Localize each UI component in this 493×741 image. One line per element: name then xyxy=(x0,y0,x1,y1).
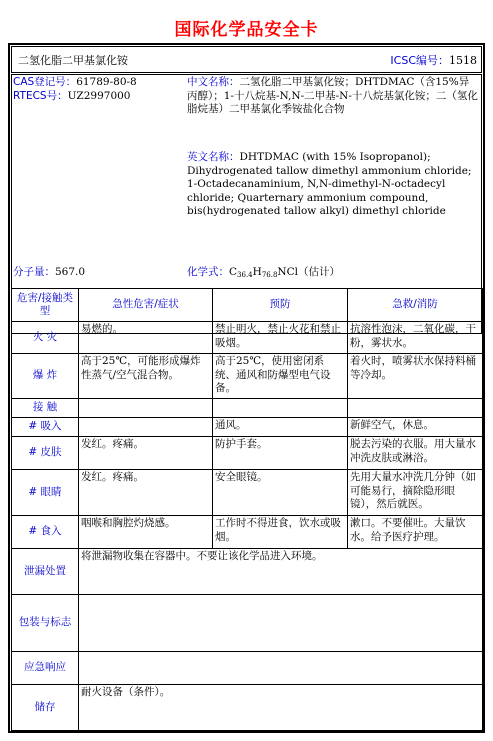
chemical-formula xyxy=(187,266,478,283)
formula-h: H xyxy=(252,266,262,278)
row-prevention xyxy=(213,399,348,418)
section-text: 耐火设备（条件）。 xyxy=(79,685,483,731)
hazard-table xyxy=(11,288,483,731)
row-type: 火 灾 xyxy=(12,322,79,354)
molecular-weight xyxy=(13,266,183,280)
icsc-value: 1518 xyxy=(449,54,477,67)
formula-h-sub: 76.8 xyxy=(261,271,278,279)
row-acute: 发红。疼痛。 xyxy=(79,470,213,516)
cas-value: 61789-80-8 xyxy=(76,76,137,88)
row-firstaid: 漱口。不要催吐。大量饮水。给予医疗护理。 xyxy=(348,516,483,549)
table-row xyxy=(12,354,483,399)
table-row xyxy=(12,470,483,516)
table-row xyxy=(12,418,483,437)
table-row xyxy=(12,516,483,549)
section-label: 应急响应 xyxy=(12,652,79,685)
row-type: # 吸入 xyxy=(12,418,79,437)
icsc-label: ICSC编号： xyxy=(390,54,449,67)
row-acute: 高于25℃，可能形成爆炸性蒸气/空气混合物。 xyxy=(79,354,213,399)
row-firstaid: 新鲜空气，休息。 xyxy=(348,418,483,437)
formula-label: 化学式： xyxy=(187,266,229,278)
row-prevention: 通风。 xyxy=(213,418,348,437)
formula-c: C xyxy=(229,266,238,278)
row-prevention: 防护手套。 xyxy=(213,437,348,470)
col-header-firstaid: 急救/消防 xyxy=(348,289,483,322)
row-acute xyxy=(79,399,213,418)
row-acute: 咽喉和胸腔灼烧感。 xyxy=(79,516,213,549)
col-header-type: 危害/接触类型 xyxy=(12,289,79,322)
row-prevention: 高于25℃，使用密闭系统、通风和防爆型电气设备。 xyxy=(213,354,348,399)
row-firstaid xyxy=(348,399,483,418)
rtecs-value: UZ2997000 xyxy=(67,89,131,102)
en-name-value: DHTDMAC (with 15% Isopropanol); Dihydrogenated tallow dimethyl ammonium chloride; 1-Octadecanaminium, N,N-dimethyl-N-octadecyl chloride; Quarternary ammonium compound, bis(hydrogenated tallow alkyl) dimethyl chloride xyxy=(187,151,472,217)
packaging-section xyxy=(12,595,483,652)
row-prevention: 工作时不得进食，饮水或吸烟。 xyxy=(213,516,348,549)
table-row xyxy=(12,322,483,354)
card-header xyxy=(11,46,482,73)
spill-section xyxy=(12,549,483,595)
row-acute: 发红。疼痛。 xyxy=(79,437,213,470)
mw-value: 567.0 xyxy=(55,266,86,278)
col-header-acute: 急性危害/症状 xyxy=(79,289,213,322)
icsc-number xyxy=(390,52,477,68)
section-text: 将泄漏物收集在容器中。不要让该化学品进入环境。 xyxy=(79,549,483,595)
formula-c-sub: 36.4 xyxy=(237,271,253,279)
row-firstaid: 脱去污染的衣服。用大量水冲洗皮肤或淋浴。 xyxy=(348,437,483,470)
row-type: 接 触 xyxy=(12,399,79,418)
cn-name-value: 二氢化脂二甲基氯化铵；DHTDMAC（含15%异丙醇）；1-十八烷基-N,N-二甲基-N-十八烷基氯化铵；二（氢化脂烷基）二甲基氯化季铵盐化合物 xyxy=(187,76,478,115)
cn-name-label: 中文名称： xyxy=(187,76,240,88)
row-firstaid: 先用大量水冲洗几分钟（如可能易行，摘除隐形眼镜），然后就医。 xyxy=(348,470,483,516)
row-acute xyxy=(79,418,213,437)
col-header-prevention: 预防 xyxy=(213,289,348,322)
row-prevention: 禁止明火，禁止火花和禁止吸烟。 xyxy=(213,322,348,354)
rtecs-label: RTECS号： xyxy=(13,89,68,102)
english-name-block xyxy=(187,151,478,219)
row-type: # 食入 xyxy=(12,516,79,549)
storage-section xyxy=(12,685,483,731)
table-row xyxy=(12,437,483,470)
row-type: # 眼睛 xyxy=(12,470,79,516)
section-text xyxy=(79,652,483,685)
row-prevention: 安全眼镜。 xyxy=(213,470,348,516)
table-header-row xyxy=(12,289,483,322)
row-firstaid: 着火时，喷雾状水保持料桶等冷却。 xyxy=(348,354,483,399)
en-name-label: 英文名称： xyxy=(187,151,240,163)
page-title: 国际化学品安全卡 xyxy=(174,20,319,40)
id-numbers xyxy=(13,76,183,103)
table-row xyxy=(12,399,483,418)
row-acute: 易燃的。 xyxy=(79,322,213,354)
safety-card xyxy=(8,43,485,733)
chemical-name: 二氢化脂二甲基氯化铵 xyxy=(18,54,128,67)
cas-label: CAS登记号： xyxy=(13,76,77,88)
formula-rest: NCl（估计） xyxy=(277,266,340,278)
section-label: 储存 xyxy=(12,685,79,731)
row-type: # 皮肤 xyxy=(12,437,79,470)
section-label: 泄漏处置 xyxy=(12,549,79,595)
emergency-section xyxy=(12,652,483,685)
row-type: 爆 炸 xyxy=(12,354,79,399)
section-text xyxy=(79,595,483,652)
row-firstaid: 抗溶性泡沫，二氧化碳，干粉，雾状水。 xyxy=(348,322,483,354)
chinese-name-block xyxy=(187,76,478,117)
mw-label: 分子量： xyxy=(13,266,55,278)
section-label: 包装与标志 xyxy=(12,595,79,652)
